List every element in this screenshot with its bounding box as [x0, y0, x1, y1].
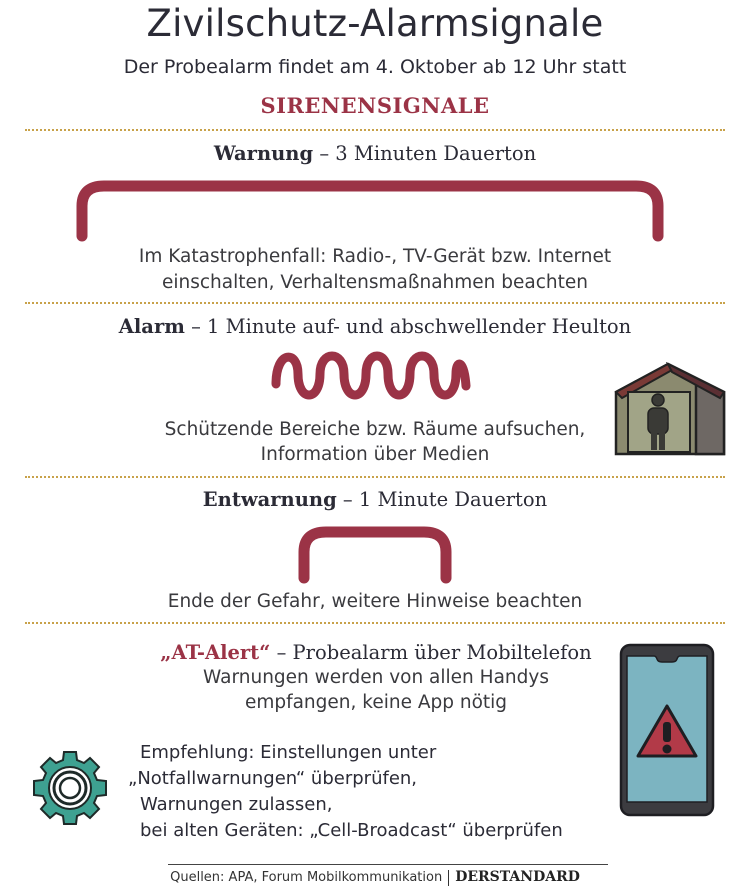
- settings-gear-icon: [30, 748, 110, 828]
- warnung-detail: – 3 Minuten Dauerton: [319, 142, 537, 165]
- footer-sources: Quellen: APA, Forum Mobilkommunikation: [170, 870, 443, 885]
- alarm-desc-2: Information über Medien: [260, 444, 490, 465]
- alarm-heading: [0, 315, 750, 338]
- page-subtitle: Der Probealarm findet am 4. Oktober ab 12 Uhr statt: [123, 56, 627, 78]
- empfehlung-line-2: „Notfallwarnungen“ überprüfen,: [128, 768, 418, 789]
- entwarnung-name: Entwarnung: [202, 488, 337, 511]
- alarm-name: Alarm: [118, 315, 185, 338]
- empfehlung-line-1: Empfehlung: Einstellungen unter: [140, 742, 437, 763]
- empfehlung-line-4: bei alten Geräten: „Cell-Broadcast“ überprüfen: [140, 820, 563, 841]
- divider: [25, 129, 725, 131]
- divider: [25, 476, 725, 478]
- smartphone-warning-icon: [618, 642, 716, 818]
- entwarnung-desc: Ende der Gefahr, weitere Hinweise beachten: [167, 591, 583, 612]
- steady-tone-icon: [70, 178, 670, 244]
- publisher-logo: DERSTANDARD: [455, 869, 580, 885]
- entwarnung-detail: – 1 Minute Dauerton: [342, 488, 548, 511]
- empfehlung-line-3: Warnungen zulassen,: [140, 794, 333, 815]
- footer-rule: [168, 864, 608, 865]
- warnung-heading: [0, 142, 750, 165]
- wave-tone-icon: [268, 346, 474, 406]
- atalert-heading: [146, 641, 606, 664]
- divider: [25, 302, 725, 304]
- entwarnung-heading: [0, 488, 750, 511]
- atalert-name: „AT-Alert“: [160, 641, 271, 664]
- divider: [25, 622, 725, 624]
- warnung-desc-1: Im Katastrophenfall: Radio-, TV-Gerät bzw. Internet: [138, 246, 612, 267]
- atalert-desc-1: Warnungen werden von allen Handys: [203, 667, 549, 688]
- short-steady-tone-icon: [292, 524, 458, 584]
- house-shelter-icon: [612, 362, 728, 458]
- page-title: Zivilschutz-Alarmsignale: [146, 2, 604, 45]
- section-heading: SIRENENSIGNALE: [260, 93, 490, 118]
- alarm-desc-1: Schützende Bereiche bzw. Räume aufsuchen,: [164, 419, 586, 440]
- warnung-name: Warnung: [213, 142, 314, 165]
- atalert-detail: – Probealarm über Mobiltelefon: [276, 641, 592, 664]
- footer: [0, 869, 750, 886]
- alarm-detail: – 1 Minute auf- und abschwellender Heulton: [191, 315, 632, 338]
- atalert-desc-2: empfangen, keine App nötig: [244, 692, 508, 713]
- warnung-desc-2: einschalten, Verhaltensmaßnahmen beachten: [162, 272, 588, 293]
- footer-separator: [448, 870, 449, 886]
